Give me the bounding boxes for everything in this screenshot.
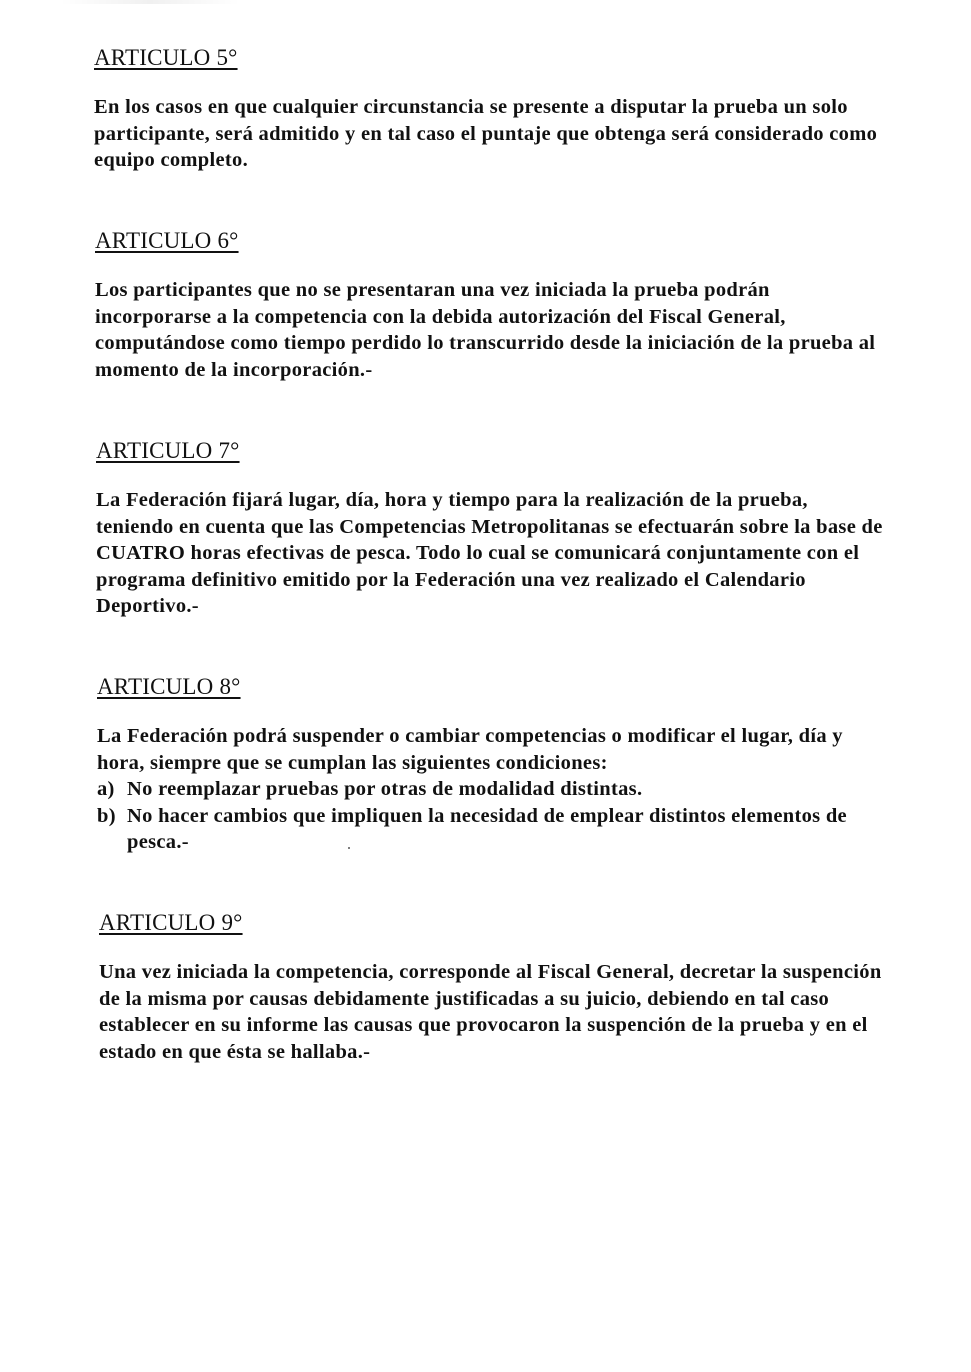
list-item-text: No reemplazar pruebas por otras de modalidad distintas. (127, 778, 643, 800)
list-marker: b) (97, 804, 116, 827)
list-item (97, 776, 887, 803)
list-marker: a) (97, 778, 115, 800)
article-6-heading: ARTICULO 6° (95, 228, 239, 253)
article-6 (95, 227, 885, 383)
list-item-text: No hacer cambios que impliquen la necesidad de emplear distintos elementos de pesca.- (127, 804, 847, 853)
article-8-conditions (97, 776, 887, 856)
article-7 (96, 437, 886, 620)
article-5 (94, 44, 884, 174)
article-9 (99, 909, 889, 1065)
article-9-heading: ARTICULO 9° (99, 910, 243, 935)
article-6-text: Los participantes que no se presentaran una vez iniciada la prueba podrán incorporarse a la competencia con la debida autorización del Fiscal General, computándose como tiempo perdido lo transcurrido desde la iniciación de la prueba al momento de la incorporación.- (95, 279, 876, 381)
list-item (97, 803, 887, 856)
article-5-text: En los casos en que cualquier circunstancia se presente a disputar la prueba un solo participante, será admitido y en tal caso el puntaje que obtenga será considerado como equipo completo. (94, 96, 878, 171)
article-5-heading: ARTICULO 5° (94, 45, 238, 70)
article-7-text: La Federación fijará lugar, día, hora y tiempo para la realización de la prueba, teniendo en cuenta que las Competencias Metropolitanas se efectuarán sobre la base de CUATRO horas efectivas de pesca. Todo lo cual se comunicará conjuntamente con el programa definitivo emitido por la Federación una vez realizado el Calendario Deportivo.- (96, 489, 883, 617)
article-8-heading: ARTICULO 8° (97, 674, 241, 699)
scan-edge-shadow (60, 0, 240, 4)
scan-speck (348, 847, 350, 849)
article-7-heading: ARTICULO 7° (96, 438, 240, 463)
article-8 (97, 673, 887, 856)
article-9-text: Una vez iniciada la competencia, corresponde al Fiscal General, decretar la suspención de la misma por causas debidamente justificadas a su juicio, debiendo en tal caso establecer en su informe las causas que provocaron la suspención de la prueba y en el estado en que ésta se hallaba.- (99, 961, 882, 1063)
article-8-text: La Federación podrá suspender o cambiar competencias o modificar el lugar, día y hora, siempre que se cumplan las siguientes condiciones: (97, 725, 843, 774)
